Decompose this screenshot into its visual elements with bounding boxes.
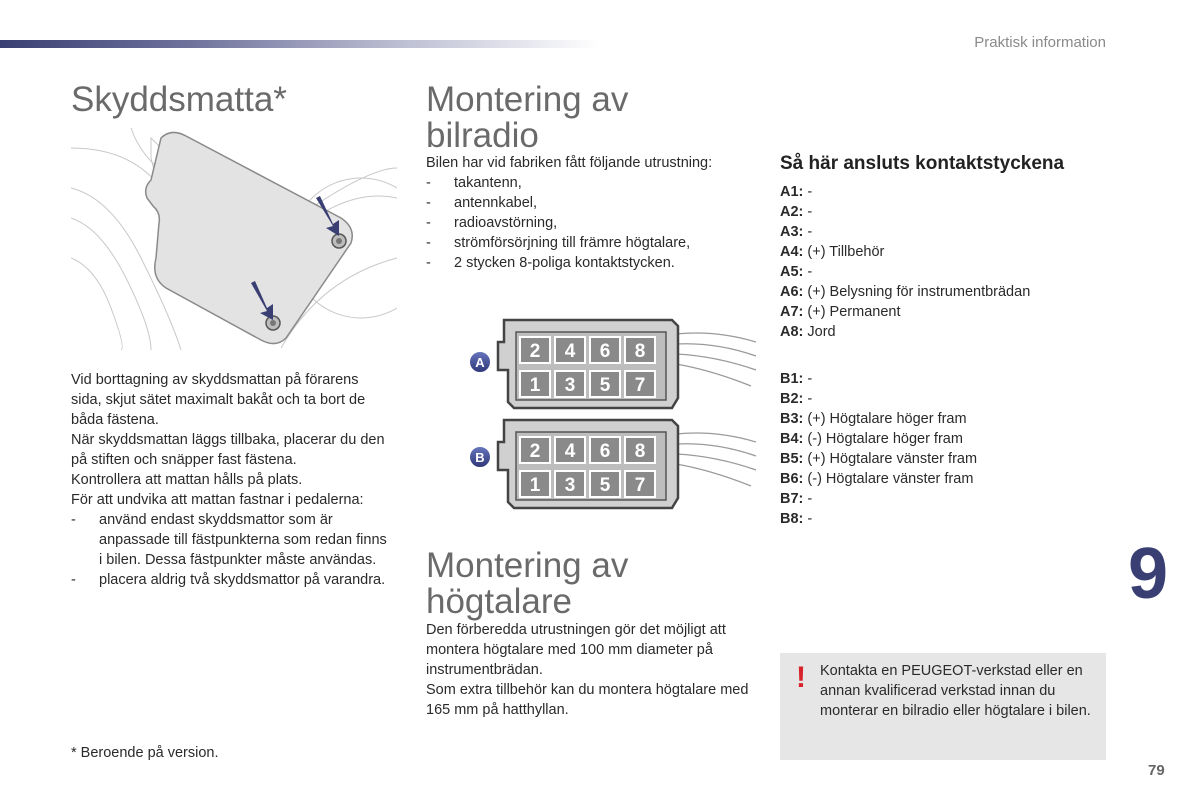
wiring-row: B2: - [780, 391, 813, 407]
pin-label: 8 [634, 341, 646, 362]
pin-label: 3 [564, 375, 576, 396]
pin-label: 6 [599, 341, 611, 362]
connector-a-label: A [475, 355, 485, 370]
chapter-number: 9 [1128, 534, 1169, 614]
pin-label: 5 [599, 475, 611, 496]
mat-paragraph: Vid borttagning av skyddsmattan på förarens sida, skjut sätet maximalt bakåt och ta bort de båda fästena. [71, 372, 366, 428]
pin-label: 1 [529, 375, 541, 396]
mat-bullet-list [71, 510, 393, 590]
mat-paragraph: Kontrollera att mattan hålls på plats. [71, 472, 303, 488]
list-item: - antennkabel, [426, 193, 766, 213]
page-number: 79 [1148, 762, 1165, 779]
wiring-row: B4: (-) Högtalare höger fram [780, 431, 963, 447]
wiring-row: A4: (+) Tillbehör [780, 244, 885, 260]
wiring-row: A2: - [780, 204, 813, 220]
pin-label: 8 [634, 441, 646, 462]
list-item: - takantenn, [426, 173, 766, 193]
radio-title-line1: Montering av [426, 80, 629, 119]
connector-b-label: B [475, 450, 485, 465]
wiring-row: B6: (-) Högtalare vänster fram [780, 471, 974, 487]
speakers-paragraph: Den förberedda utrustningen gör det möjligt att montera högtalare med 100 mm diameter på instrumentbrädan. [426, 622, 726, 678]
pin-label: 6 [599, 441, 611, 462]
list-item: - radioavstörning, [426, 213, 766, 233]
wiring-row: A7: (+) Permanent [780, 304, 901, 320]
speakers-title [426, 548, 628, 620]
speakers-text [426, 620, 756, 720]
radio-title-line2: bilradio [426, 116, 539, 155]
list-item: - strömförsörjning till främre högtalare, [426, 233, 766, 253]
list-item: - 2 stycken 8-poliga kontaktstycken. [426, 253, 766, 273]
wiring-row: A3: - [780, 224, 813, 240]
connector-diagram [466, 312, 756, 512]
wiring-title: Så här ansluts kontaktstyckena [780, 153, 1065, 174]
wiring-row: A1: - [780, 184, 813, 200]
pin-label: 4 [564, 441, 576, 462]
wiring-list-b [780, 369, 977, 529]
speakers-paragraph: Som extra tillbehör kan du montera högtalare med 165 mm på hatthyllan. [426, 682, 749, 718]
list-item: - placera aldrig två skyddsmattor på varandra. [71, 570, 393, 590]
radio-intro: Bilen har vid fabriken fått följande utrustning: [426, 155, 713, 171]
pin-label: 3 [564, 475, 576, 496]
mat-instructions [71, 370, 393, 590]
warning-text: Kontakta en PEUGEOT-verkstad eller en annan kvalificerad verkstad innan du monterar en bilradio eller högtalare i bilen. [820, 663, 1091, 719]
radio-equipment-list [426, 173, 766, 273]
list-item: - använd endast skyddsmattor som är anpassade till fästpunkterna som redan finns i bilen. Dessa fästpunkter måste användas. [71, 510, 393, 570]
speakers-title-line2: högtalare [426, 582, 572, 621]
floor-mat-illustration [71, 128, 397, 350]
pin-label: 2 [529, 341, 541, 362]
wiring-row: B3: (+) Högtalare höger fram [780, 411, 967, 427]
pin-label: 7 [634, 375, 646, 396]
wiring-row: A6: (+) Belysning för instrumentbrädan [780, 284, 1031, 300]
pin-label: 2 [529, 441, 541, 462]
warning-icon: ! [796, 661, 806, 694]
wiring-row: B1: - [780, 371, 813, 387]
pin-label: 5 [599, 375, 611, 396]
wiring-row: A5: - [780, 264, 813, 280]
pin-label: 7 [634, 475, 646, 496]
footnote: * Beroende på version. [71, 745, 219, 761]
warning-note [780, 653, 1106, 760]
wiring-row: B8: - [780, 511, 813, 527]
wiring-row: B7: - [780, 491, 813, 507]
radio-title [426, 82, 628, 154]
pin-label: 1 [529, 475, 541, 496]
speakers-title-line1: Montering av [426, 546, 629, 585]
header-gradient-bar [0, 40, 600, 48]
section-title: Praktisk information [974, 34, 1106, 51]
pin-label: 4 [564, 341, 576, 362]
mat-paragraph: När skyddsmattan läggs tillbaka, placerar du den på stiften och snäpper fast fästena. [71, 432, 385, 468]
mat-title: Skyddsmatta* [71, 80, 287, 119]
wiring-row: A8: Jord [780, 324, 836, 340]
radio-equipment [426, 153, 766, 273]
mat-paragraph: För att undvika att mattan fastnar i pedalerna: [71, 492, 364, 508]
wiring-row: B5: (+) Högtalare vänster fram [780, 451, 978, 467]
wiring-list-a [780, 182, 1030, 342]
